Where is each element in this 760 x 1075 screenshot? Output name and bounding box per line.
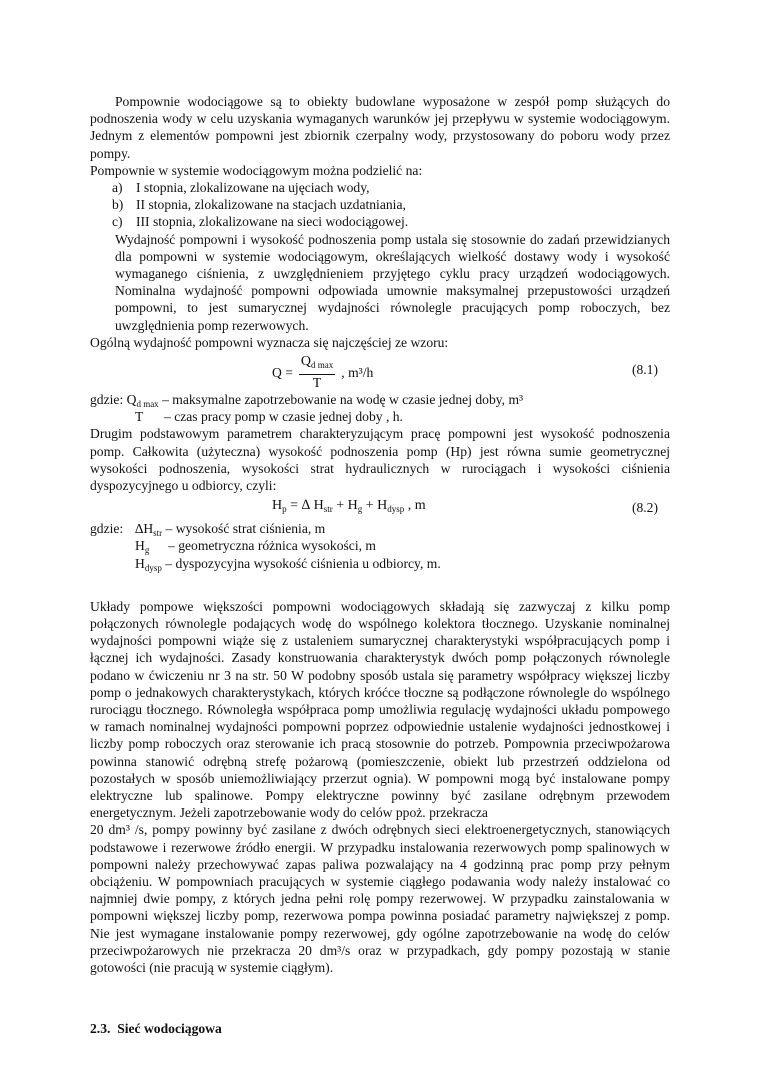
def-text: – czas pracy pomp w czasie jednej doby , h. xyxy=(164,409,403,425)
formula-denominator: T xyxy=(312,376,322,392)
paragraph-formula-intro: Ogólną wydajność pompowni wyznacza się najczęściej ze wzoru: xyxy=(90,334,449,350)
def-symbol: H xyxy=(135,555,145,571)
list-item xyxy=(90,179,670,196)
list-text: III stopnia, zlokalizowane na sieci wodociągowej. xyxy=(136,214,409,230)
def-text: – wysokość strat ciśnienia, m xyxy=(162,521,326,537)
def-symbol: H xyxy=(135,538,145,554)
paragraph-capacity: Wydajność pompowni i wysokość podnoszenia pomp ustala się stosownie do zadań przewidzianych dla pompowni w systemie wodociągowym, określających wielkość dostawy wody i wysokość wymaganego ciśnienia, z uwzględnieniem przyjętego cyklu pracy urządzeń wodociągowych. Nominalna wydajność pompowni odpowiada umownie maksymalnej przepustowości urządzeń pompowni, to jest sumarycznej wydajności równolegle pracujących pomp roboczych, bez uwzględnienia pomp rezerwowych. xyxy=(115,231,670,333)
list-item xyxy=(90,213,670,230)
formula-part: + H xyxy=(332,498,358,514)
definitions-8-1 xyxy=(90,391,670,425)
pump-station-list xyxy=(90,179,670,231)
section-title: Sieć wodociągowa xyxy=(117,1021,222,1037)
formula-fraction xyxy=(299,353,335,393)
def-symbol: T xyxy=(135,409,144,425)
equation-number: (8.2) xyxy=(631,500,658,516)
formula-h: H xyxy=(272,498,283,514)
document-page xyxy=(90,93,670,1037)
formula-part: = ∆ H xyxy=(286,498,324,514)
list-item xyxy=(90,196,670,213)
list-label: c) xyxy=(112,214,123,230)
def-sub: str xyxy=(153,528,163,539)
formula-part: + H xyxy=(362,498,388,514)
def-intro: gdzie: Q xyxy=(90,392,137,408)
list-text: I stopnia, zlokalizowane na ujęciach wody, xyxy=(136,180,370,196)
formula-sub: dysp xyxy=(387,504,405,515)
formula-unit: , m xyxy=(404,498,426,514)
paragraph-division: Pompownie w systemie wodociągowym można podzielić na: xyxy=(90,162,423,178)
formula-unit: , m³/h xyxy=(341,365,374,381)
paragraph-pump-systems: Układy pompowe większości pompowni wodociągowych składają się zazwyczaj z kilku pomp połączonych równolegle podających wodę do wspólnego kolektora tłocznego. Uzyskanie nominalnej wydajności pompowni wiąże się z ustaleniem sumarycznej charakterystyki współpracujących pomp i łącznej ich wydajności. Zasady konstruowania charakterystyk dwóch pomp połączonych równolegle podano w ćwiczeniu nr 3 na str. 50 W podobny sposób ustala się parametry współpracy większej liczby pomp o jednakowych charakterystykach, których króćce tłoczne są podłączone równolegle do wspólnego rurociągu tłocznego. Równoległa współpraca pomp umożliwia regulację wydajności układu pompowego w ramach nominalnej wydajności pompowni poprzez odpowiednie ustalenie wydajności jednostkowej i liczby pomp roboczych oraz sterowanie ich pracą stosownie do potrzeb. Pompownia przeciwpożarowa powinna stanowić odrębną strefę pożarową (pomieszczenie, obiekt lub przestrzeń oddzielona od pozostałych w sposób uniemożliwiający przerzut ognia). W pompowni mogą być instalowane pompy elektryczne lub spalinowe. Pompy elektryczne powinny być zasilane odrębnym przewodem energetycznym. Jeżeli zapotrzebowanie wody do celów ppoż. przekracza xyxy=(90,598,670,821)
paragraph-intro: Pompownie wodociągowe są to obiekty budowlane wyposażone w zespół pomp służących do podnoszenia wody w celu uzyskania wymaganych warunków jej przepływu w systemie wodociągowym. Jednym z elementów pompowni jest zbiornik czerpalny wody, przystosowany do poboru wody przez pompy. xyxy=(90,94,670,161)
section-heading xyxy=(90,1020,670,1037)
definitions-8-2 xyxy=(90,520,670,572)
formula-8-2 xyxy=(90,494,670,520)
formula-sub: str xyxy=(323,504,333,515)
def-sub: d max xyxy=(136,399,159,410)
formula-numerator: Q xyxy=(300,354,312,370)
paragraph-fire-pumps: 20 dm³ /s, pompy powinny być zasilane z dwóch odrębnych sieci elektroenergetycznych, stanowiących podstawowe i rezerwowe źródło energii. W przypadku instalowania rezerwowych pomp spalinowych w pompowni należy przechowywać zapas paliwa pozwalający na 4 godzinną prac pomp przy pełnym obciążeniu. W pompowniach pracujących w systemie ciągłego podawania wody należy instalować co najmniej dwie pompy, z których jedna pełni rolę pompy rezerwowej. W przypadku zainstalowania w pompowni większej liczby pomp, rezerwowa pompa powinna posiadać parametry największej z pomp. Nie jest wymagane instalowanie pompy rezerwowej, gdy ogólne zapotrzebowanie na wodę do celów przeciwpożarowych nie przekracza 20 dm³/s oraz w przypadkach, gdy pompy pozostają w stanie gotowości (nie pracują w systemie ciągłym). xyxy=(90,822,670,976)
def-symbol: ∆H xyxy=(135,521,154,537)
formula-lhs: Q = xyxy=(272,365,293,381)
def-intro: gdzie: xyxy=(90,521,124,537)
equation-number: (8.1) xyxy=(631,362,658,378)
def-text: – maksymalne zapotrzebowanie na wodę w czasie jednej doby, m³ xyxy=(158,392,524,408)
def-text: – geometryczna różnica wysokości, m xyxy=(168,538,376,554)
formula-numerator-sub: d max xyxy=(311,360,334,371)
list-label: b) xyxy=(112,197,124,213)
formula-sub: g xyxy=(357,504,363,515)
formula-8-1 xyxy=(90,351,670,391)
list-text: II stopnia, zlokalizowane na stacjach uzdatniania, xyxy=(136,197,406,213)
list-label: a) xyxy=(112,180,123,196)
formula-sub: p xyxy=(282,504,287,515)
def-sub: dysp xyxy=(144,562,162,573)
def-sub: g xyxy=(144,545,150,556)
def-text: – dyspozycyjna wysokość ciśnienia u odbiorcy, m. xyxy=(161,555,441,571)
paragraph-head: Drugim podstawowym parametrem charakteryzującym pracę pompowni jest wysokość podnoszenia pomp. Całkowita (użyteczna) wysokość podnoszenia pomp (Hp) jest równa sumie geometrycznej wysokości podnoszenia, wysokości strat hydraulicznych w rurociągach i wysokości ciśnienia dyspozycyjnego u odbiorcy, czyli: xyxy=(90,426,670,494)
section-number: 2.3. xyxy=(90,1021,111,1037)
